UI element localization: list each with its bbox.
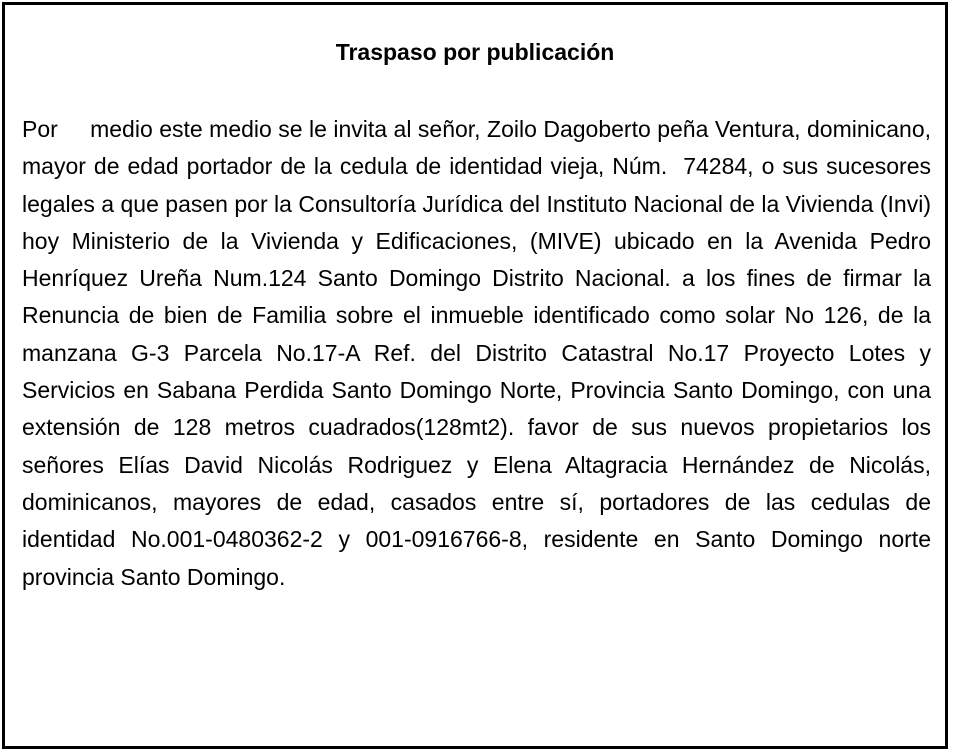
notice-title: Traspaso por publicación [335, 39, 615, 65]
notice-box [2, 2, 948, 749]
notice-body: Por medio este medio se le invita al señor, Zoilo Dagoberto peña Ventura, dominicano, mayor de edad portador de la cedula de identidad vieja, Núm. 74284, o sus sucesores legales a que pasen por la Consultoría Jurídica del Instituto Nacional de la Vivienda (Invi) hoy Ministerio de la Vivienda y Edificaciones, (MIVE) ubicado en la Avenida Pedro Henríquez Ureña Num.124 Santo Domingo Distrito Nacional. a los fines de firmar la Renuncia de bien de Familia sobre el inmueble identificado como solar No 126, de la manzana G-3 Parcela No.17-A Ref. del Distrito Catastral No.17 Proyecto Lotes y Servicios en Sabana Perdida Santo Domingo Norte, Provincia Santo Domingo, con una extensión de 128 metros cuadrados(128mt2). favor de sus nuevos propietarios los señores Elías David Nicolás Rodriguez y Elena Altagracia Hernández de Nicolás, dominicanos, mayores de edad, casados entre sí, portadores de las cedulas de identidad No.001-0480362-2 y 001-0916766-8, residente en Santo Domingo norte provincia Santo Domingo. [22, 116, 938, 590]
